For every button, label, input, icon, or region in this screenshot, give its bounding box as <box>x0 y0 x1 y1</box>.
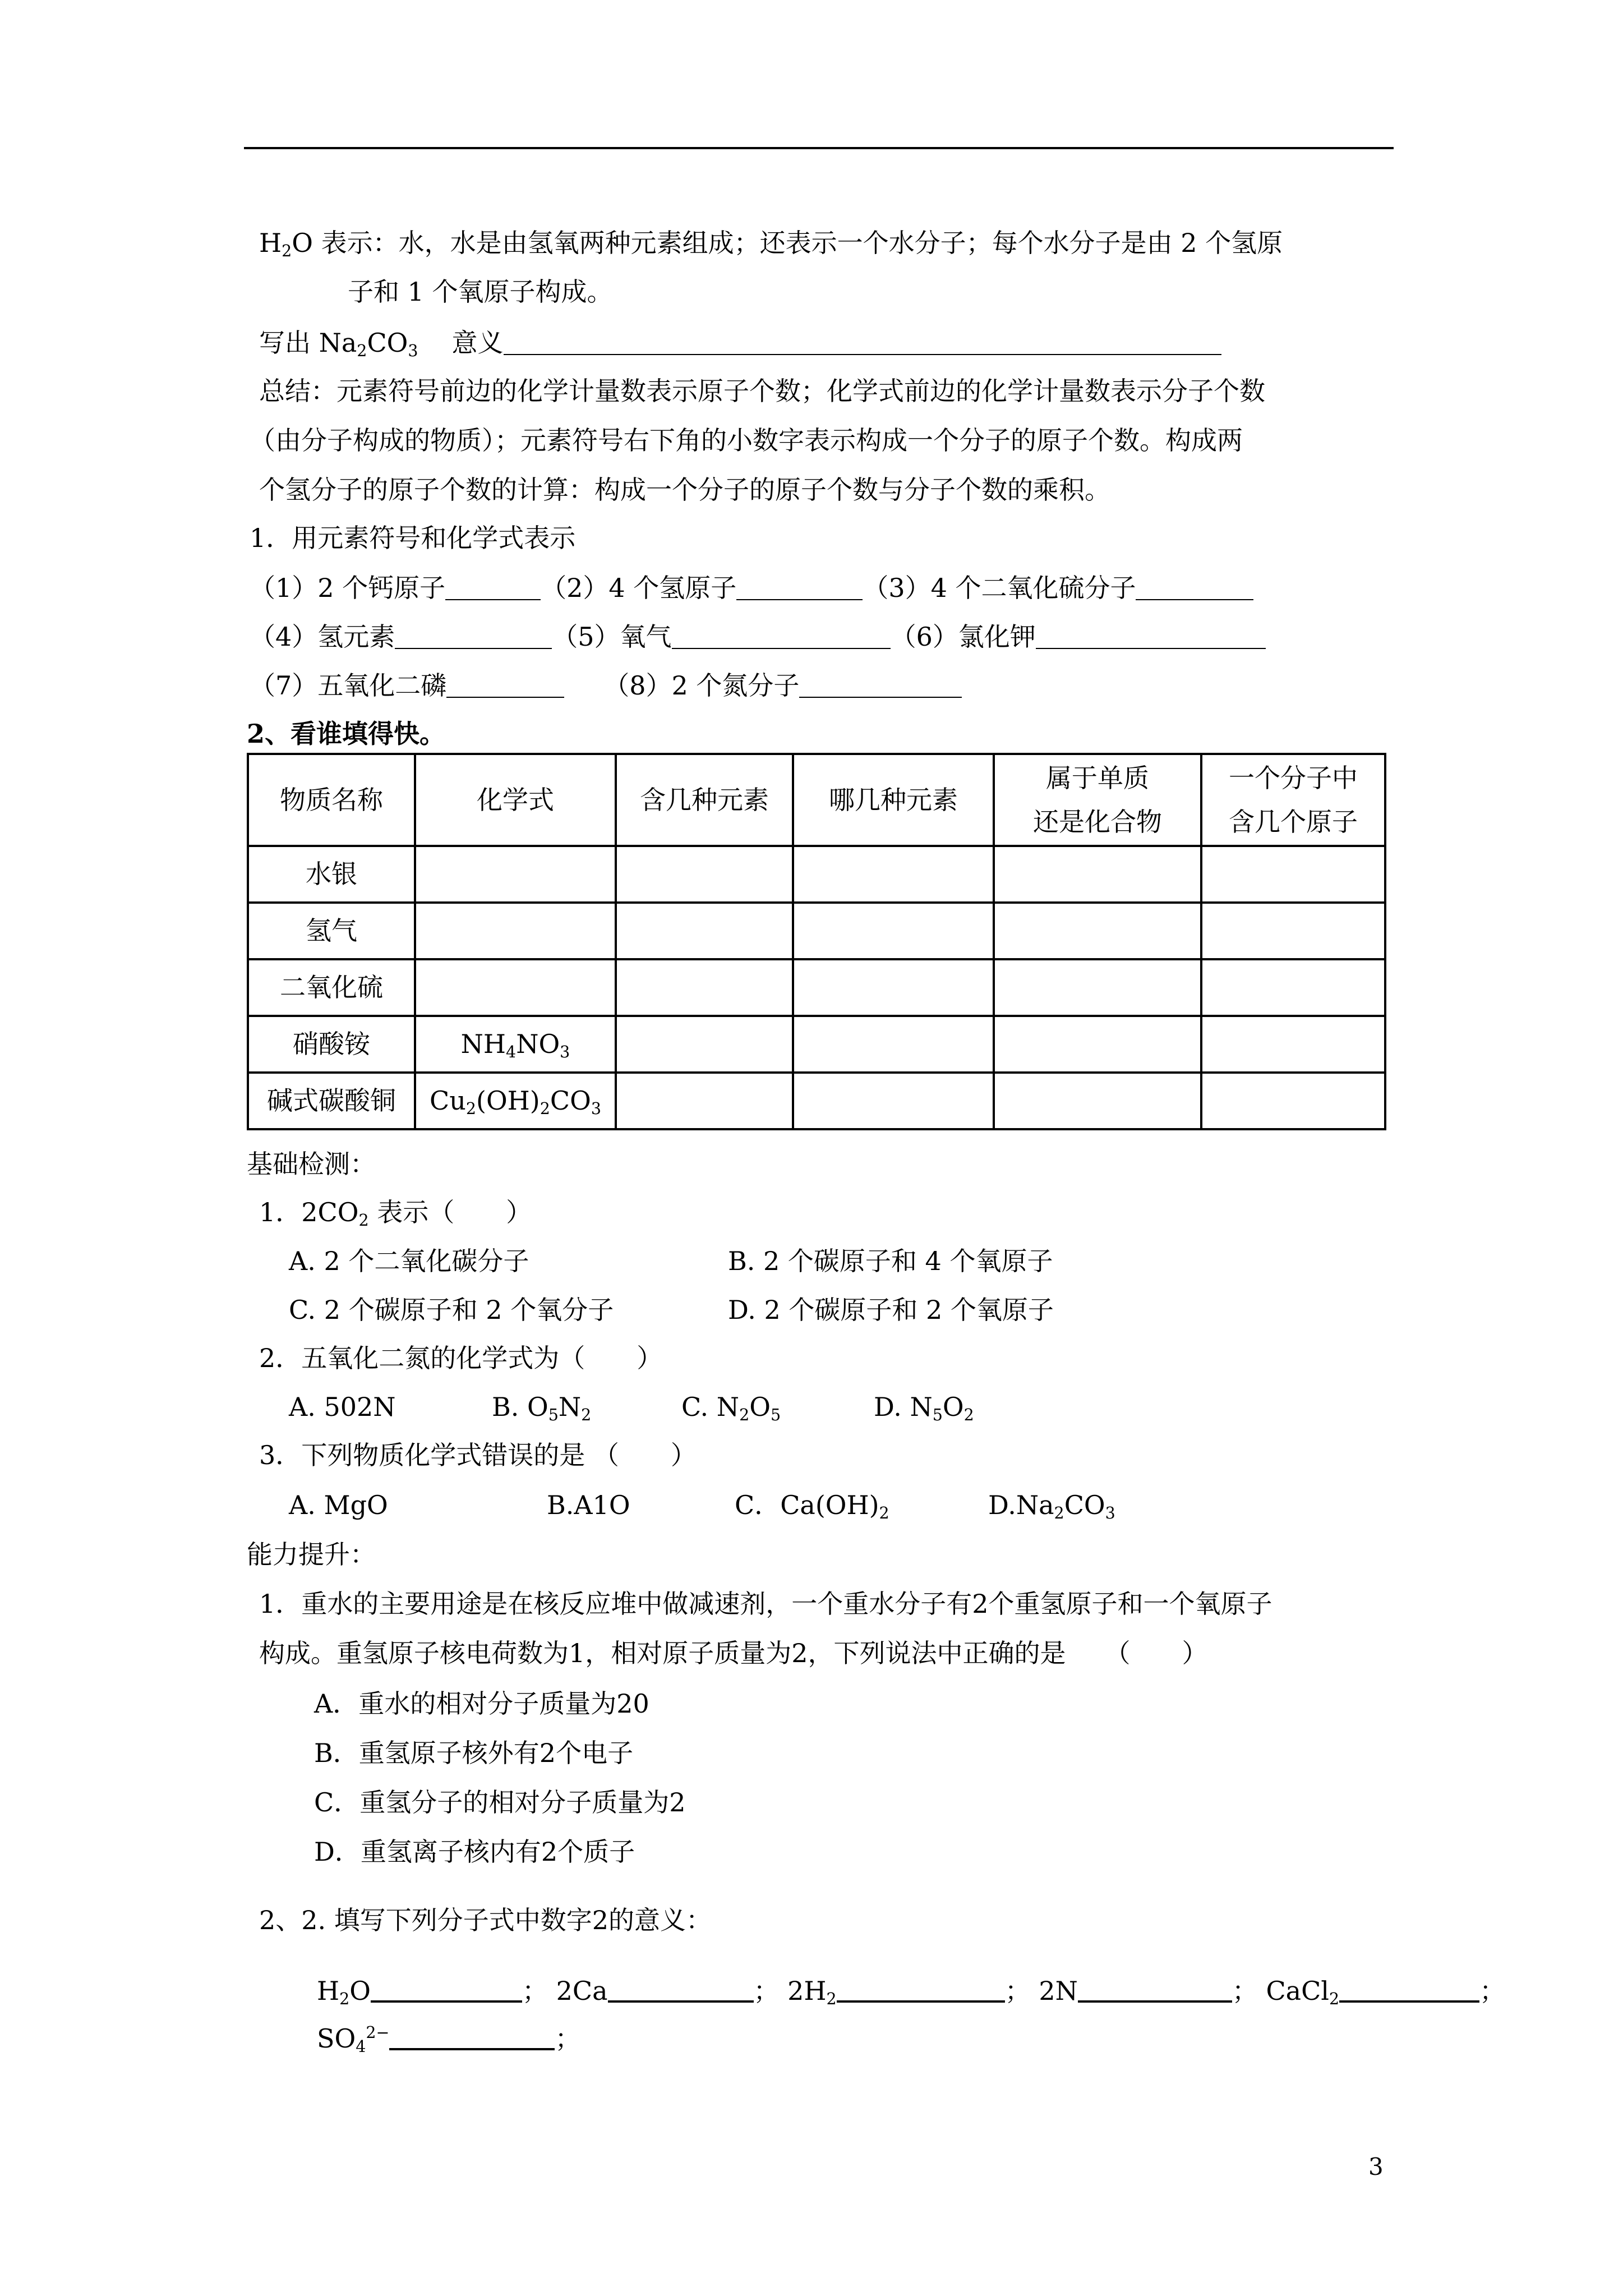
ability-q1-option-c[interactable]: C．重氢分子的相对分子质量为2 <box>314 1787 686 1818</box>
q1-row-2: （4）氢元素 （5）氧气 （6）氯化钾 <box>250 624 1266 650</box>
summary-line-2: （由分子构成的物质）；元素符号右下角的小数字表示构成一个分子的原子个数。构成两 <box>250 425 1243 455</box>
answer-cell[interactable] <box>415 959 616 1016</box>
answer-cell[interactable] <box>616 959 793 1016</box>
q2-title: 2、看谁填得快。 <box>247 719 446 749</box>
intro-line-1: $H_2O$ 表示：水，水是由氢氧两种元素组成；还表示一个水分子；每个水分子是由 2 个氢原 <box>259 228 1283 260</box>
table-row <box>248 1073 1385 1129</box>
q1-title: 1．用元素符号和化学式表示 <box>250 523 576 553</box>
basic-q3-option-c[interactable]: C．$Ca(OH)_2$ <box>735 1490 889 1522</box>
table-row <box>248 846 1385 903</box>
answer-cell[interactable] <box>994 1016 1201 1073</box>
basic-q1-option-a[interactable]: A. 2 个二氧化碳分子 <box>289 1246 529 1276</box>
answer-blank[interactable] <box>1036 624 1266 648</box>
answer-blank[interactable] <box>736 576 863 600</box>
summary-line-1: 总结：元素符号前边的化学计量数表示原子个数；化学式前边的化学计量数表示分子个数 <box>259 376 1265 406</box>
answer-cell[interactable] <box>793 959 994 1016</box>
basic-q1-option-c[interactable]: C. 2 个碳原子和 2 个氧分子 <box>289 1295 614 1325</box>
answer-cell[interactable] <box>793 1016 994 1073</box>
basic-q1: 1．$2CO_2$ 表示（ ） <box>259 1197 532 1230</box>
answer-blank[interactable] <box>672 624 891 648</box>
ability-q1-line-1: 1．重水的主要用途是在核反应堆中做减速剂，一个重水分子有2个重氢原子和一个氧原子 <box>259 1589 1272 1619</box>
answer-blank[interactable] <box>446 673 564 697</box>
basic-q1-option-d[interactable]: D. 2 个碳原子和 2 个氧原子 <box>728 1295 1054 1325</box>
ability-q1-option-d[interactable]: D．重氢离子核内有2个质子 <box>314 1837 635 1867</box>
ability-title: 能力提升： <box>247 1539 376 1570</box>
basic-title: 基础检测： <box>247 1149 376 1179</box>
table-row <box>248 1016 1385 1073</box>
basic-q2-option-a[interactable]: A. 502N <box>289 1392 396 1422</box>
answer-cell[interactable] <box>616 903 793 959</box>
q1-row-3: （7）五氧化二磷 （8）2 个氮分子 <box>250 673 962 698</box>
ability-q2-title: 2、2. 填写下列分子式中数字2的意义： <box>259 1905 712 1935</box>
answer-cell[interactable] <box>1201 1073 1385 1129</box>
write-na2co3-meaning: 写出 $Na_2CO_3$ 意义 <box>259 330 1221 356</box>
basic-q3-option-d[interactable]: $D.Na_2CO_3$ <box>988 1490 1115 1522</box>
col-header-formula: 化学式 <box>415 754 616 846</box>
answer-blank[interactable] <box>371 1977 522 2003</box>
row-name: 氢气 <box>248 903 415 959</box>
basic-q1-option-b[interactable]: B. 2 个碳原子和 4 个氧原子 <box>728 1246 1053 1276</box>
answer-cell[interactable] <box>1201 846 1385 903</box>
ability-q1-option-a[interactable]: A．重水的相对分子质量为20 <box>314 1688 649 1719</box>
answer-cell[interactable] <box>616 1073 793 1129</box>
basic-q3: 3．下列物质化学式错误的是 （ ） <box>259 1440 697 1470</box>
basic-q3-option-a[interactable]: A. MgO <box>289 1490 388 1520</box>
row-name: 碱式碳酸铜 <box>248 1073 415 1129</box>
answer-cell[interactable] <box>994 959 1201 1016</box>
col-header-which-elements: 哪几种元素 <box>793 754 994 846</box>
page-number: 3 <box>1368 2153 1384 2180</box>
col-header-name: 物质名称 <box>248 754 415 846</box>
intro-line-2: 子和 1 个氧原子构成。 <box>348 277 613 307</box>
ability-q1-line-2: 构成。重氢原子核电荷数为1，相对原子质量为2，下列说法中正确的是 （ ） <box>259 1638 1208 1668</box>
answer-cell[interactable] <box>994 846 1201 903</box>
answer-cell[interactable] <box>1201 903 1385 959</box>
answer-cell[interactable] <box>616 846 793 903</box>
answer-cell[interactable] <box>793 903 994 959</box>
table-row <box>248 959 1385 1016</box>
answer-cell[interactable] <box>994 903 1201 959</box>
answer-cell[interactable] <box>1201 959 1385 1016</box>
answer-blank[interactable] <box>608 1977 754 2003</box>
table-header-row <box>248 754 1385 846</box>
answer-cell[interactable] <box>793 1073 994 1129</box>
table-row <box>248 903 1385 959</box>
formula-cu2oh2co3: $Cu_2(OH)_2CO_3$ <box>415 1073 616 1129</box>
basic-q2-option-c[interactable]: C. $N_2O_5$ <box>681 1392 781 1424</box>
answer-blank[interactable] <box>837 1977 1005 2003</box>
summary-line-3: 个氢分子的原子个数的计算：构成一个分子的原子个数与分子个数的乘积。 <box>259 475 1110 505</box>
col-header-type: 属于单质 还是化合物 <box>994 754 1201 846</box>
ability-q1-option-b[interactable]: B．重氢原子核外有2个电子 <box>314 1738 634 1768</box>
answer-blank[interactable] <box>395 624 552 648</box>
col-header-element-count: 含几种元素 <box>616 754 793 846</box>
basic-q3-option-b[interactable]: B.A1O <box>547 1490 630 1520</box>
answer-blank[interactable] <box>1339 1977 1479 2003</box>
basic-q2-option-d[interactable]: D. $N_5O_2$ <box>874 1392 974 1424</box>
col-header-atom-count: 一个分子中 含几个原子 <box>1201 754 1385 846</box>
row-name: 水银 <box>248 846 415 903</box>
answer-cell[interactable] <box>415 846 616 903</box>
answer-blank[interactable] <box>389 2025 555 2050</box>
ability-q2-fill-row: $H_2O$ ； 2Ca ； $2H_2$ ； 2N ； CaCl$_2$ ； <box>317 1975 1506 2008</box>
answer-cell[interactable] <box>994 1073 1201 1129</box>
answer-blank[interactable] <box>799 673 962 697</box>
row-name: 二氧化硫 <box>248 959 415 1016</box>
answer-blank[interactable] <box>1136 576 1253 600</box>
answer-blank[interactable] <box>504 330 1221 355</box>
answer-cell[interactable] <box>1201 1016 1385 1073</box>
basic-q2-option-b[interactable]: B. $O_5N_2$ <box>492 1392 592 1424</box>
q1-row-1: （1）2 个钙原子 （2）4 个氢原子 （3）4 个二氧化硫分子 <box>250 575 1253 601</box>
answer-cell[interactable] <box>793 846 994 903</box>
answer-cell[interactable] <box>616 1016 793 1073</box>
ability-q2-fill-row-2: $SO_4^{2-}$ ； <box>317 2023 581 2056</box>
answer-blank[interactable] <box>445 576 541 600</box>
substance-table <box>247 753 1386 1130</box>
answer-blank[interactable] <box>1078 1977 1232 2003</box>
basic-q2: 2．五氧化二氮的化学式为（ ） <box>259 1343 663 1373</box>
header-rule <box>244 147 1394 149</box>
answer-cell[interactable] <box>415 903 616 959</box>
row-name: 硝酸铵 <box>248 1016 415 1073</box>
formula-nh4no3: $NH_4NO_3$ <box>415 1016 616 1073</box>
